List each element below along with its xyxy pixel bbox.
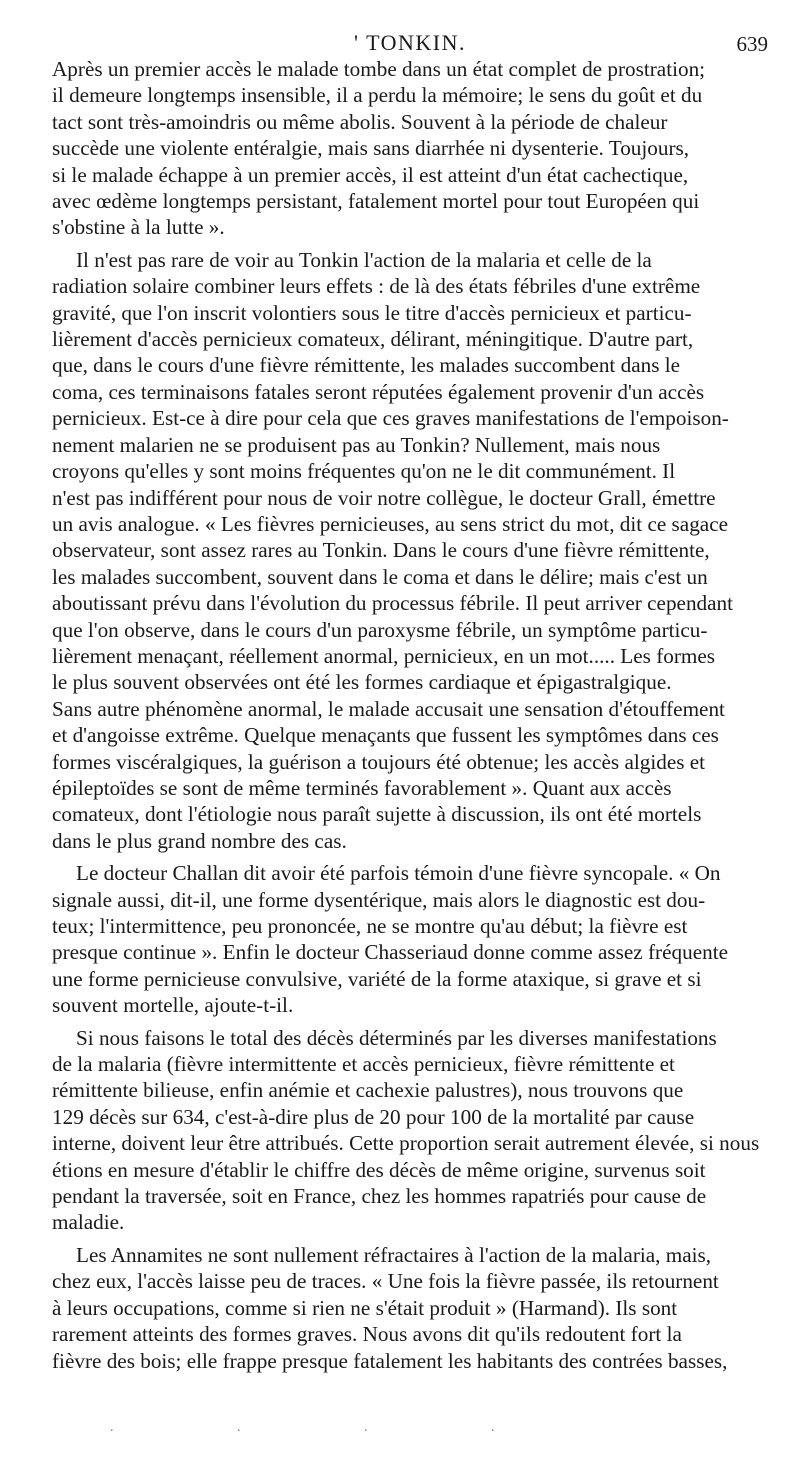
text-line: Sans autre phénomène anormal, le malade accusait une sensation d'étouffement — [52, 696, 725, 721]
text-line: Les Annamites ne sont nullement réfractaires à l'action de la malaria, mais, — [76, 1242, 712, 1267]
text-line: lièrement d'accès pernicieux comateux, délirant, méningitique. D'autre part, — [52, 327, 694, 352]
text-line: pendant la traversée, soit en France, chez les hommes rapatriés pour cause de — [52, 1184, 707, 1209]
text-line: interne, doivent leur être attribués. Cette proportion serait autrement élevée, si nous — [52, 1131, 760, 1156]
page-number: 639 — [736, 32, 768, 56]
text-line: lièrement menaçant, réellement anormal, pernicieux, en un mot..... Les formes — [52, 643, 716, 668]
text-line: et d'angoisse extrême. Quelque menaçants que fussent les symptômes dans ces — [52, 723, 719, 748]
running-title: ' TONKIN. — [354, 30, 466, 55]
text-line: succède une violente entéralgie, mais sans diarrhée ni dysenterie. Toujours, — [52, 136, 690, 161]
text-line: tact sont très-amoindris ou même abolis. Souvent à la période de chaleur — [52, 109, 668, 134]
text-line: Après un premier accès le malade tombe dans un état complet de prostration; — [52, 57, 706, 81]
paragraph — [52, 1025, 766, 1236]
text-line: signale aussi, dit-il, une forme dysentérique, mais alors le diagnostic est dou- — [52, 887, 706, 912]
text-line: rarement atteints des formes graves. Nous avons dit qu'ils redoutent fort la — [52, 1322, 682, 1347]
text-line: fièvre des bois; elle frappe presque fatalement les habitants des contrées basses, — [52, 1348, 728, 1373]
text-line: pernicieux. Est-ce à dire pour cela que ces graves manifestations de l'empoison- — [52, 406, 729, 431]
text-line: avec œdème longtemps persistant, fatalement mortel pour tout Européen qui — [52, 189, 700, 214]
text-line: le plus souvent observées ont été les formes cardiaque et épigastralgique. — [52, 670, 672, 695]
text-line: aboutissant prévu dans l'évolution du processus fébrile. Il peut arriver cependant — [52, 591, 734, 616]
text-line: croyons qu'elles y sont moins fréquentes qu'on ne le dit communément. Il — [52, 459, 676, 484]
text-line: formes viscéralgiques, la guérison a toujours été obtenue; les accès algides et — [52, 749, 706, 774]
paragraph — [52, 860, 766, 1018]
text-line: n'est pas indifférent pour nous de voir notre collègue, le docteur Grall, émettre — [52, 485, 716, 510]
text-line: nement malarien ne se produisent pas au Tonkin? Nullement, mais nous — [52, 432, 661, 457]
text-line: comateux, dont l'étiologie nous paraît sujette à discussion, ils ont été mortels — [52, 802, 702, 827]
text-line: dans le plus grand nombre des cas. — [52, 828, 347, 853]
paragraph — [52, 1242, 766, 1374]
footer-marks: . . . . — [110, 1420, 555, 1435]
text-line: si le malade échappe à un premier accès, il est atteint d'un état cachectique, — [52, 162, 689, 187]
text-line: Le docteur Challan dit avoir été parfois témoin d'une fièvre syncopale. « On — [76, 861, 721, 886]
body-text — [52, 56, 766, 1380]
text-line: rémittente bilieuse, enfin anémie et cachexie palustres), nous trouvons que — [52, 1078, 684, 1103]
paragraph — [52, 56, 766, 241]
text-line: il demeure longtemps insensible, il a perdu la mémoire; le sens du goût et du — [52, 83, 703, 108]
text-line: coma, ces terminaisons fatales seront réputées également provenir d'un accès — [52, 379, 705, 404]
text-line: de la malaria (fièvre intermittente et accès pernicieux, fièvre rémittente et — [52, 1052, 675, 1077]
paragraph — [52, 247, 766, 854]
text-line: Il n'est pas rare de voir au Tonkin l'action de la malaria et celle de la — [76, 247, 652, 272]
text-line: souvent mortelle, ajoute-t-il. — [52, 993, 294, 1018]
text-line: les malades succombent, souvent dans le coma et dans le délire; mais c'est un — [52, 564, 708, 589]
text-line: gravité, que l'on inscrit volontiers sous le titre d'accès pernicieux et particu- — [52, 300, 692, 325]
text-line: 129 décès sur 634, c'est-à-dire plus de 20 pour 100 de la mortalité par cause — [52, 1104, 695, 1129]
text-line: une forme pernicieuse convulsive, variété de la forme ataxique, si grave et si — [52, 966, 702, 991]
text-line: un avis analogue. « Les fièvres pernicieuses, au sens strict du mot, dit ce sagace — [52, 511, 729, 536]
text-line: étions en mesure d'établir le chiffre des décès de même origine, survenus soit — [52, 1157, 706, 1182]
text-line: que, dans le cours d'une fièvre rémittente, les malades succombent dans le — [52, 353, 681, 378]
text-line: radiation solaire combiner leurs effets : de là des états fébriles d'une extrême — [52, 274, 701, 299]
text-line: teux; l'intermittence, peu prononcée, ne se montre qu'au début; la fièvre est — [52, 914, 688, 938]
text-line: Si nous faisons le total des décès déterminés par les diverses manifestations — [76, 1025, 717, 1050]
text-line: maladie. — [52, 1210, 125, 1235]
text-line: que l'on observe, dans le cours d'un paroxysme fébrile, un symptôme particu- — [52, 617, 708, 642]
text-line: à leurs occupations, comme si rien ne s'était produit » (Harmand). Ils sont — [52, 1295, 678, 1320]
text-line: chez eux, l'accès laisse peu de traces. « Une fois la fièvre passée, ils retournent — [52, 1269, 719, 1294]
text-line: presque continue ». Enfin le docteur Chasseriaud donne comme assez fréquente — [52, 940, 728, 965]
text-line: s'obstine à la lutte ». — [52, 215, 225, 240]
text-line: observateur, sont assez rares au Tonkin. Dans le cours d'une fièvre rémittente, — [52, 538, 710, 563]
text-line: épileptoïdes se sont de même terminés favorablement ». Quant aux accès — [52, 775, 672, 800]
